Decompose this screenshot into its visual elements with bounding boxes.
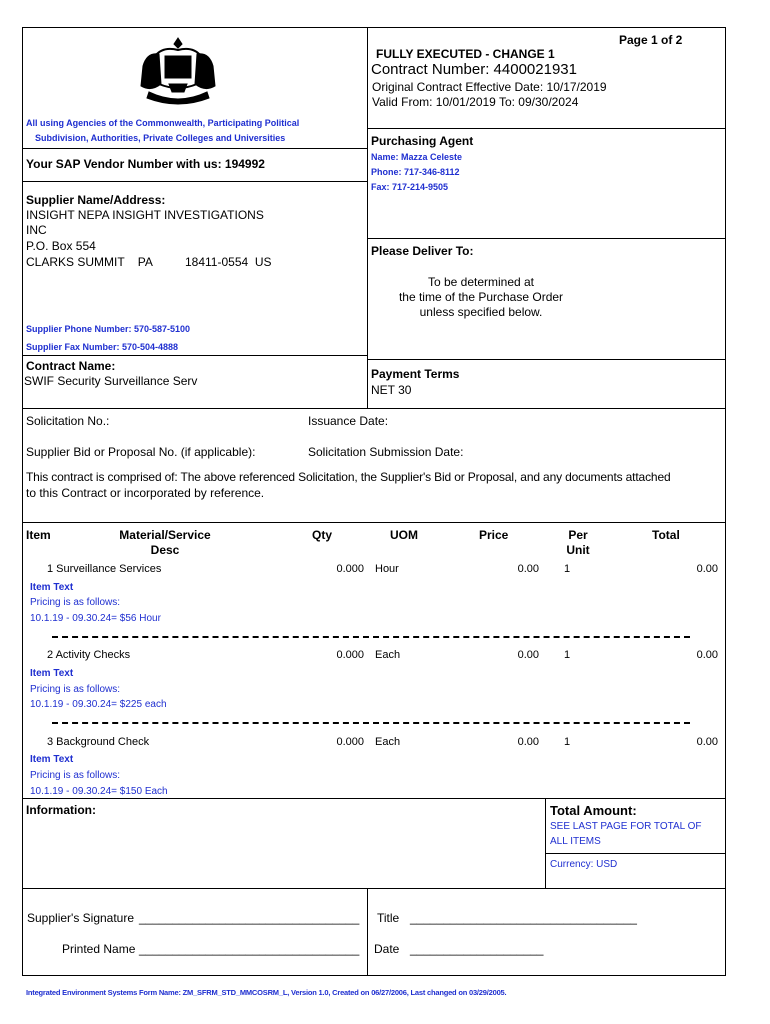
item-total: 0.00 bbox=[696, 563, 718, 575]
signature-line[interactable]: _________________________________ bbox=[139, 911, 360, 925]
supplier-phone: Supplier Phone Number: 570-587-5100 bbox=[26, 324, 191, 334]
rule-left-355 bbox=[22, 355, 368, 356]
agent-fax: Fax: 717-214-9505 bbox=[371, 182, 449, 192]
currency-rule bbox=[545, 853, 726, 854]
printed-name-label: Printed Name bbox=[62, 942, 136, 956]
rule-888 bbox=[22, 888, 726, 889]
supplier-heading: Supplier Name/Address: bbox=[26, 193, 166, 207]
submission-date: Solicitation Submission Date: bbox=[308, 445, 464, 459]
item-per: 1 bbox=[564, 649, 571, 661]
frame-top bbox=[22, 27, 726, 28]
rule-left-181 bbox=[22, 181, 368, 182]
deliver-line1: To be determined at bbox=[427, 275, 535, 289]
item-price: 0.00 bbox=[517, 736, 539, 748]
rule-right-238 bbox=[367, 238, 726, 239]
rule-408 bbox=[22, 408, 726, 409]
col-qty: Qty bbox=[312, 528, 333, 542]
item-pricing: Pricing is as follows: bbox=[30, 597, 121, 608]
comprised-line1: This contract is comprised of: The above referenced Solicitation, the Supplier's Bid or Proposal, and any documents attached bbox=[26, 470, 671, 484]
title-label: Title bbox=[377, 911, 400, 925]
item-price: 0.00 bbox=[517, 563, 539, 575]
vendor-number: Your SAP Vendor Number with us: 194992 bbox=[26, 157, 265, 171]
item-per: 1 bbox=[564, 563, 571, 575]
col-item: Item bbox=[26, 528, 51, 542]
form-footer: Integrated Environment Systems Form Name: ZM_SFRM_STD_MMCOSRM_L, Version 1.0, Created on 06/27/2006, Last changed on 03/29/2005. bbox=[26, 988, 507, 997]
item-desc: 2 Activity Checks bbox=[47, 649, 131, 661]
item-qty: 0.000 bbox=[336, 736, 364, 748]
total-amount-line1: SEE LAST PAGE FOR TOTAL OF bbox=[550, 821, 702, 832]
agent-phone: Phone: 717-346-8112 bbox=[371, 167, 460, 177]
deliver-line2: the time of the Purchase Order bbox=[398, 290, 564, 304]
item-text-label: Item Text bbox=[30, 582, 74, 593]
item-pricing: Pricing is as follows: bbox=[30, 770, 121, 781]
supplier-line2: INC bbox=[26, 223, 47, 237]
item-rate: 10.1.19 - 09.30.24= $225 each bbox=[30, 699, 167, 710]
frame-bottom bbox=[22, 975, 726, 976]
item-desc: 1 Surveillance Services bbox=[47, 563, 162, 575]
solicitation-no: Solicitation No.: bbox=[26, 414, 110, 428]
title-line[interactable]: __________________________________ bbox=[410, 911, 637, 925]
information-heading: Information: bbox=[26, 803, 96, 817]
printed-name-line[interactable]: _________________________________ bbox=[139, 942, 360, 956]
rule-522 bbox=[22, 522, 726, 523]
col-uom: UOM bbox=[390, 528, 418, 542]
contract-name-value: SWIF Security Surveillance Serv bbox=[24, 374, 198, 388]
date-line[interactable]: ____________________ bbox=[410, 942, 544, 956]
item-separator bbox=[52, 636, 690, 638]
col-per2: Unit bbox=[566, 543, 590, 557]
payment-terms-value: NET 30 bbox=[371, 383, 412, 397]
item-text-label: Item Text bbox=[30, 754, 74, 765]
item-separator bbox=[52, 722, 690, 724]
frame-right bbox=[725, 27, 726, 976]
comprised-line2: to this Contract or incorporated by reference. bbox=[26, 486, 265, 500]
supplier-line1: INSIGHT NEPA INSIGHT INVESTIGATIONS bbox=[26, 208, 264, 222]
payment-terms-heading: Payment Terms bbox=[371, 367, 460, 381]
item-price: 0.00 bbox=[517, 649, 539, 661]
supplier-city-state: CLARKS SUMMIT PA bbox=[26, 255, 153, 269]
agencies-line2: Subdivision, Authorities, Private Colleges and Universities bbox=[35, 133, 286, 143]
contract-number: Contract Number: 4400021931 bbox=[371, 61, 577, 78]
supplier-line3: P.O. Box 554 bbox=[26, 239, 96, 253]
contract-name-heading: Contract Name: bbox=[26, 359, 116, 373]
item-total: 0.00 bbox=[696, 649, 718, 661]
total-amount-heading: Total Amount: bbox=[550, 803, 637, 818]
deliver-line3: unless specified below. bbox=[419, 305, 543, 319]
valid-range: Valid From: 10/01/2019 To: 09/30/2024 bbox=[372, 95, 579, 109]
supplier-signature-label: Supplier's Signature bbox=[27, 911, 135, 925]
issuance-date: Issuance Date: bbox=[308, 414, 389, 428]
rule-right-128 bbox=[367, 128, 726, 129]
col-desc2: Desc bbox=[150, 543, 180, 557]
item-qty: 0.000 bbox=[336, 563, 364, 575]
contract-status: FULLY EXECUTED - CHANGE 1 bbox=[376, 47, 555, 61]
signature-divider bbox=[367, 888, 368, 976]
col-total: Total bbox=[652, 528, 680, 542]
item-text-label: Item Text bbox=[30, 668, 74, 679]
item-qty: 0.000 bbox=[336, 649, 364, 661]
item-total: 0.00 bbox=[696, 736, 718, 748]
item-per: 1 bbox=[564, 736, 571, 748]
page-label: Page 1 of 2 bbox=[619, 33, 683, 47]
item-pricing: Pricing is as follows: bbox=[30, 684, 121, 695]
rule-left-148 bbox=[22, 148, 368, 149]
total-amount-line2: ALL ITEMS bbox=[550, 836, 601, 847]
upper-divider bbox=[367, 27, 368, 408]
currency: Currency: USD bbox=[550, 859, 618, 870]
date-label: Date bbox=[374, 942, 400, 956]
commonwealth-seal-icon bbox=[135, 36, 221, 106]
supplier-zip-country: 18411-0554 US bbox=[185, 255, 272, 269]
col-per1: Per bbox=[568, 528, 588, 542]
effective-date: Original Contract Effective Date: 10/17/2019 bbox=[372, 80, 607, 94]
item-uom: Each bbox=[375, 649, 401, 661]
info-divider bbox=[545, 798, 546, 888]
frame-left bbox=[22, 27, 23, 976]
col-desc1: Material/Service bbox=[119, 528, 211, 542]
supplier-fax: Supplier Fax Number: 570-504-4888 bbox=[26, 342, 179, 352]
deliver-heading: Please Deliver To: bbox=[371, 244, 474, 258]
item-uom: Hour bbox=[375, 563, 399, 575]
item-rate: 10.1.19 - 09.30.24= $56 Hour bbox=[30, 613, 161, 624]
item-rate: 10.1.19 - 09.30.24= $150 Each bbox=[30, 786, 168, 797]
rule-right-359 bbox=[367, 359, 726, 360]
rule-798 bbox=[22, 798, 726, 799]
supplier-bid: Supplier Bid or Proposal No. (if applicable): bbox=[26, 445, 256, 459]
purchasing-agent-heading: Purchasing Agent bbox=[371, 134, 474, 148]
item-uom: Each bbox=[375, 736, 401, 748]
agent-name: Name: Mazza Celeste bbox=[371, 152, 463, 162]
item-desc: 3 Background Check bbox=[47, 736, 150, 748]
agencies-line1: All using Agencies of the Commonwealth, Participating Political bbox=[26, 118, 300, 128]
col-price: Price bbox=[479, 528, 509, 542]
